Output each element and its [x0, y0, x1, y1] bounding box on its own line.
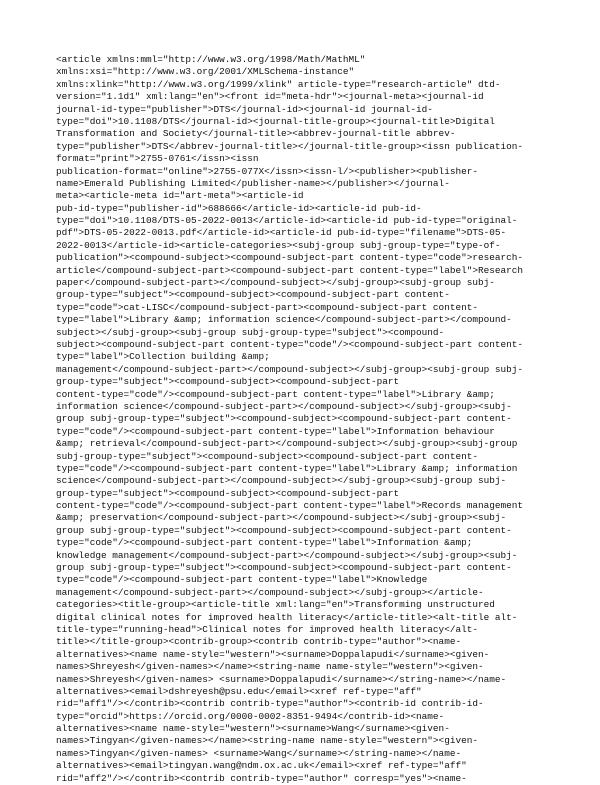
xml-source-line: journal-id-type="publisher">DTS</journal-id><journal-id journal-id-: [56, 103, 433, 115]
xml-source-line: names>Tingyan</given-names></name><string-name name-style="western"><given-: [56, 735, 478, 747]
xml-source-line: type="doi">10.1108/DTS</journal-id><journal-title-group><journal-title>Digital: [56, 115, 495, 127]
xml-source-line: 2022-0013</article-id><article-categories><subj-group subj-group-type="type-of-: [56, 239, 501, 251]
xml-source-line: digital clinical notes for improved health literacy</article-title><alt-title alt-: [56, 611, 518, 623]
xml-source-line: group subj-group-type="subject"><compound-subject><compound-subject-part content-: [56, 562, 512, 574]
xml-source-line: article</compound-subject-part><compound-subject-part content-type="label">Research: [56, 264, 523, 276]
xml-source-line: <article xmlns:mml="http://www.w3.org/1998/Math/MathML": [56, 54, 366, 65]
xml-source-line: publication"><compound-subject><compound-subject-part content-type="code">research-: [56, 252, 523, 264]
xml-source-line: rid="aff2"/></contrib><contrib contrib-type="author" corresp="yes"><name-: [56, 772, 467, 784]
xml-source-line: information science</compound-subject-part></compound-subject></subj-group><subj-: [56, 400, 512, 412]
document-page: [56, 54, 556, 785]
xml-source-line: science</compound-subject-part></compound-subject></subj-group><subj-group subj-: [56, 475, 507, 487]
xml-source-line: subject><compound-subject-part content-type="code"/><compound-subject-part content-: [56, 338, 523, 350]
xml-source-line: paper</compound-subject-part></compound-subject></subj-group><subj-group subj-: [56, 277, 495, 289]
xml-source-line: name>Emerald Publishing Limited</publisher-name></publisher></journal-: [56, 177, 450, 189]
xml-source-line: type="code">cat-LISC</compound-subject-part><compound-subject-part content-: [56, 301, 478, 313]
xml-source-line: title-type="running-head">Clinical notes for improved health literacy</alt-: [56, 623, 478, 635]
xml-source-line: alternatives><email>dshreyesh@psu.edu</email><xref ref-type="aff": [56, 685, 422, 697]
xml-source-line: xmlns:xsi="http://www.w3.org/2001/XMLSchema-instance": [56, 66, 355, 78]
xml-source-line: group-type="subject"><compound-subject><compound-subject-part content-: [56, 289, 450, 301]
xml-source-line: group-type="subject"><compound-subject><compound-subject-part: [56, 487, 400, 499]
xml-source-line: group-type="subject"><compound-subject><compound-subject-part: [56, 376, 400, 388]
xml-source-line: type="publisher">DTS</abbrev-journal-title></journal-title-group><issn publication-: [56, 140, 523, 152]
xml-source-line: type="code"/><compound-subject-part content-type="label">Library &amp; information: [56, 462, 518, 474]
xml-source-line: alternatives><name name-style="western"><surname>Wang</surname><given-: [56, 723, 450, 735]
xml-source-line: pub-id-type="publisher-id">688666</article-id><article-id pub-id-: [56, 202, 422, 214]
xml-source-line: meta><article-meta id="art-meta"><article-id: [56, 190, 304, 202]
xml-source-line: type="doi">10.1108/DTS-05-2022-0013</article-id><article-id pub-id-type="original-: [56, 215, 518, 227]
xml-source-line: type="orcid">https://orcid.org/0000-0002-8351-9494</contrib-id><name-: [56, 710, 445, 722]
xml-source-line: rid="aff1"/></contrib><contrib contrib-type="author"><contrib-id contrib-id-: [56, 698, 484, 710]
xml-source-line: format="print">2755-0761</issn><issn: [56, 153, 259, 165]
xml-source-line: alternatives><name name-style="western"><surname>Doppalapudi</surname><given-: [56, 648, 490, 660]
xml-source-line: categories><title-group><article-title xml:lang="en">Transforming unstructured: [56, 599, 495, 611]
xml-source-line: management</compound-subject-part></compound-subject></subj-group></article-: [56, 586, 484, 598]
xml-source-line: version="1.1d1" xml:lang="en"><front id="meta-hdr"><journal-meta><journal-id: [56, 91, 484, 103]
xml-source-line: xmlns:xlink="http://www.w3.org/1999/xlink" article-type="research-article" dtd-: [56, 78, 501, 90]
xml-source-line: Transformation and Society</journal-title><abbrev-journal-title abbrev-: [56, 128, 456, 140]
xml-source-line: names>Shreyesh</given-names></name><string-name name-style="western"><given-: [56, 661, 484, 673]
xml-source-line: content-type="code"/><compound-subject-part content-type="label">Library &amp;: [56, 388, 495, 400]
xml-source-line: title></title-group><contrib-group><contrib contrib-type="author"><name-: [56, 636, 462, 648]
xml-source-line: content-type="code"/><compound-subject-part content-type="label">Records management: [56, 500, 523, 512]
xml-source-line: type="code"/><compound-subject-part content-type="label">Information &amp;: [56, 537, 473, 549]
xml-source-line: &amp; preservation</compound-subject-part></compound-subject></subj-group><subj-: [56, 512, 507, 524]
xml-source-line: names>Shreyesh</given-names> <surname>Doppalapudi</surname></string-name></name-: [56, 673, 507, 685]
xml-source-line: subj-group-type="subject"><compound-subject><compound-subject-part content-: [56, 450, 478, 462]
xml-source-line: type="label">Library &amp; information science</compound-subject-part></compound-: [56, 314, 512, 326]
xml-source-line: group subj-group-type="subject"><compound-subject><compound-subject-part content-: [56, 413, 512, 425]
xml-source-line: type="code"/><compound-subject-part content-type="label">Knowledge: [56, 574, 428, 586]
xml-source-line: subject></subj-group><subj-group subj-group-type="subject"><compound-: [56, 326, 445, 338]
xml-source-line: pdf">DTS-05-2022-0013.pdf</article-id><article-id pub-id-type="filename">DTS-05-: [56, 227, 507, 239]
xml-source-line: management</compound-subject-part></compound-subject></subj-group><subj-group subj-: [56, 363, 523, 375]
xml-source-line: knowledge management</compound-subject-part></compound-subject></subj-group><subj-: [56, 549, 518, 561]
xml-source-line: type="label">Collection building &amp;: [56, 351, 270, 363]
xml-source-line: type="code"/><compound-subject-part content-type="label">Information behaviour: [56, 425, 495, 437]
xml-source-line: alternatives><email>tingyan.wang@ndm.ox.ac.uk</email><xref ref-type="aff": [56, 760, 467, 772]
xml-source-line: names>Tingyan</given-names> <surname>Wang</surname></string-name></name-: [56, 747, 462, 759]
xml-source-line: &amp; retrieval</compound-subject-part></compound-subject></subj-group><subj-group: [56, 438, 518, 450]
xml-source-line: group subj-group-type="subject"><compound-subject><compound-subject-part content-: [56, 524, 512, 536]
xml-source-line: publication-format="online">2755-077X</issn><issn-l/><publisher><publisher-: [56, 165, 478, 177]
